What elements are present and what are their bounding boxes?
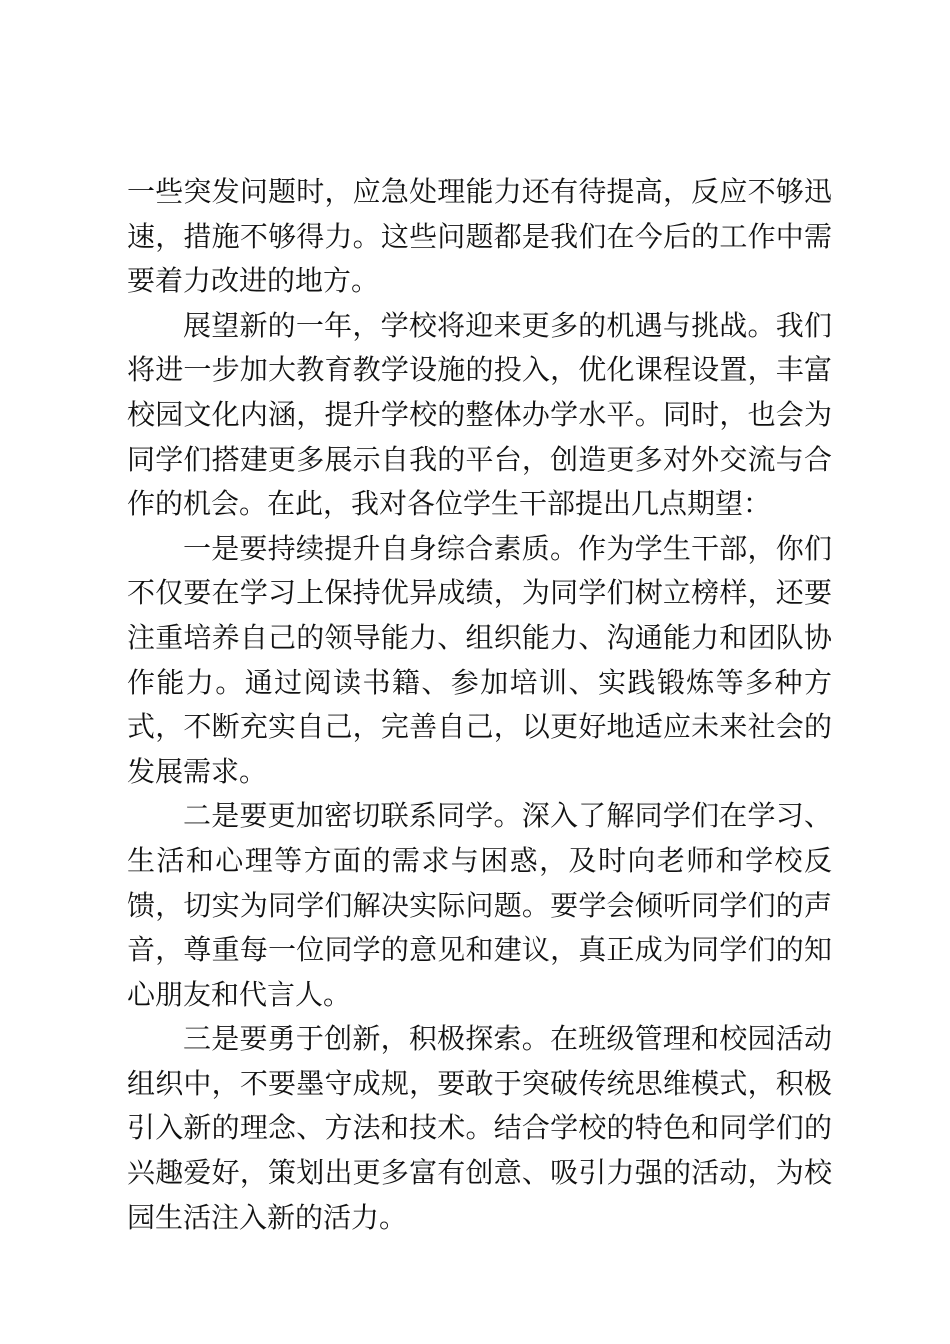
paragraph-expectation-2: 二是要更加密切联系同学。深入了解同学们在学习、生活和心理等方面的需求与困惑，及时向老师和学校反馈，切实为同学们解决实际问题。要学会倾听同学们的声音，尊重每一位同学的意见和建议，真正成为同学们的知心朋友和代言人。 — [127, 799, 832, 1011]
paragraph-outlook: 展望新的一年，学校将迎来更多的机遇与挑战。我们将进一步加大教育教学设施的投入，优化课程设置，丰富校园文化内涵，提升学校的整体办学水平。同时，也会为同学们搭建更多展示自我的平台，创造更多对外交流与合作的机会。在此，我对各位学生干部提出几点期望： — [127, 308, 832, 521]
document-body — [127, 170, 832, 1240]
paragraph-expectation-3: 三是要勇于创新，积极探索。在班级管理和校园活动组织中，不要墨守成规，要敢于突破传统思维模式，积极引入新的理念、方法和技术。结合学校的特色和同学们的兴趣爱好，策划出更多富有创意、吸引力强的活动，为校园生活注入新的活力。 — [127, 1022, 832, 1234]
paragraph-continuation: 一些突发问题时，应急处理能力还有待提高，反应不够迅速，措施不够得力。这些问题都是我们在今后的工作中需要着力改进的地方。 — [127, 175, 832, 298]
paragraph-expectation-1: 一是要持续提升自身综合素质。作为学生干部，你们不仅要在学习上保持优异成绩，为同学们树立榜样，还要注重培养自己的领导能力、组织能力、沟通能力和团队协作能力。通过阅读书籍、参加培训、实践锻炼等多种方式，不断充实自己，完善自己，以更好地适应未来社会的发展需求。 — [127, 531, 832, 788]
